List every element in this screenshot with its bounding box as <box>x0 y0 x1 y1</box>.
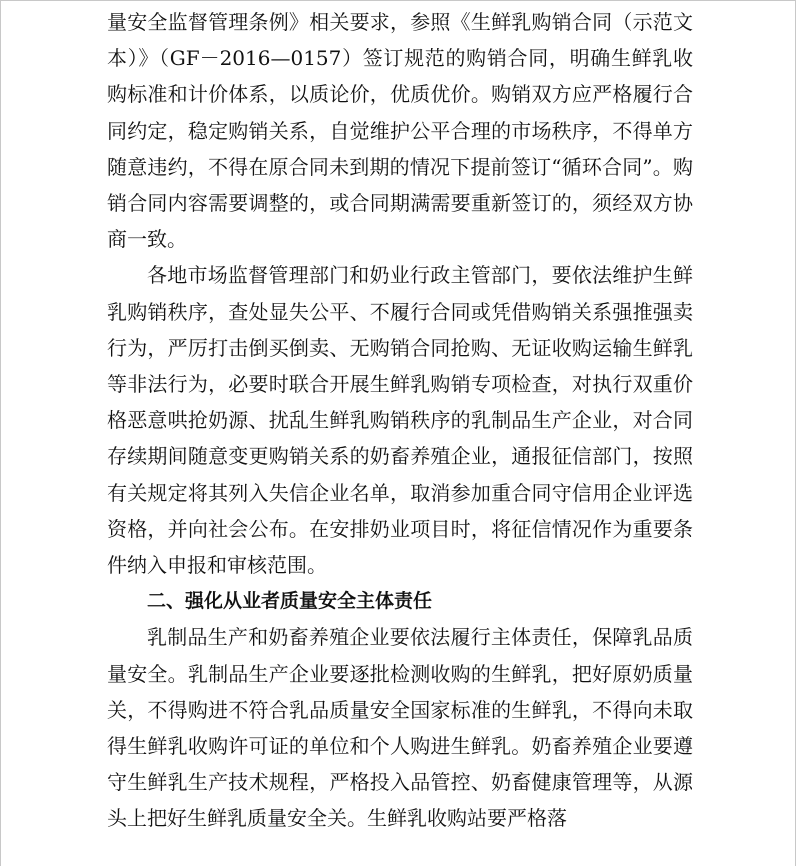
paragraph-market-supervision: 各地市场监督管理部门和奶业行政主管部门，要依法维护生鲜乳购销秩序，查处显失公平、不履行合同或凭借购销关系强推强卖行为，严厉打击倒买倒卖、无购销合同抢购、无证收购运输生鲜乳等非法行为，必要时联合开展生鲜乳购销专项检查，对执行双重价格恶意哄抢奶源、扰乱生鲜乳购销秩序的乳制品生产企业，对合同存续期间随意变更购销关系的奶畜养殖企业，通报征信部门，按照有关规定将其列入失信企业名单，取消参加重合同守信用企业评选资格，并向社会公布。在安排奶业项目时，将征信情况作为重要条件纳入申报和审核范围。 <box>107 263 693 578</box>
document-body <box>107 4 693 837</box>
paragraph-contract-requirements: 量安全监督管理条例》相关要求，参照《生鲜乳购销合同（示范文本）》（GF－2016—0157）签订规范的购销合同，明确生鲜乳收购标准和计价体系，以质论价，优质优价。购销双方应严格履行合同约定，稳定购销关系，自觉维护公平合理的市场秩序，不得单方随意违约，不得在原合同未到期的情况下提前签订“循环合同”。购销合同内容需要调整的，或合同期满需要重新签订的，须经双方协商一致。 <box>107 10 693 252</box>
page-border-left <box>0 0 1 866</box>
page-border-top <box>0 0 796 1</box>
section-heading: 二、强化从业者质量安全主体责任 <box>147 590 433 613</box>
paragraph-quality-responsibility: 乳制品生产和奶畜养殖企业要依法履行主体责任，保障乳品质量安全。乳制品生产企业要逐批检测收购的生鲜乳，把好原奶质量关，不得购进不符合乳品质量安全国家标准的生鲜乳，不得向未取得生鲜乳收购许可证的单位和个人购进生鲜乳。奶畜养殖企业要遵守生鲜乳生产技术规程，严格投入品管控、奶畜健康管理等，从源头上把好生鲜乳质量安全关。生鲜乳收购站要严格落 <box>107 625 693 831</box>
